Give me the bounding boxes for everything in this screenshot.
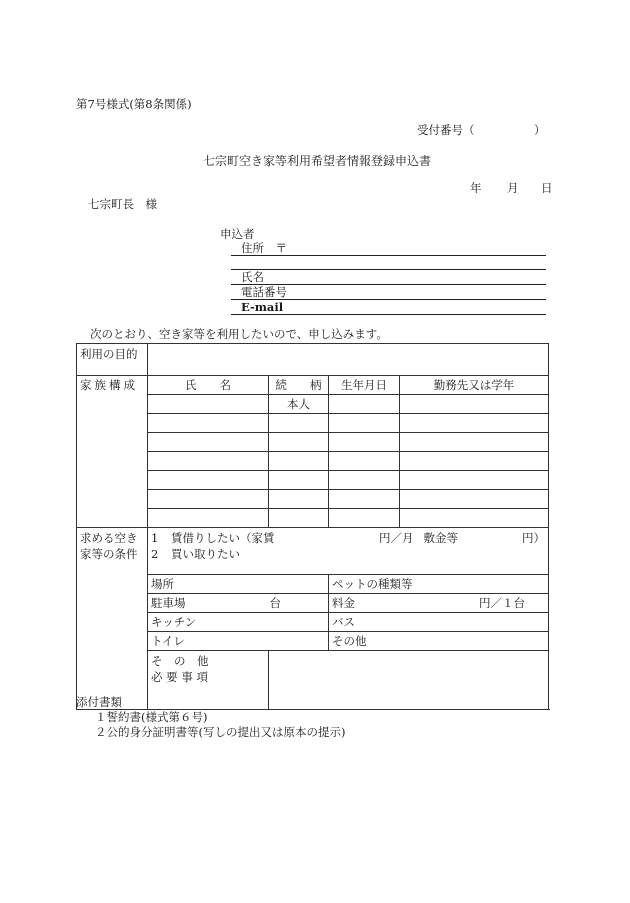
- location-cell[interactable]: 場所: [148, 575, 329, 594]
- table-row: [77, 471, 549, 490]
- rent-option[interactable]: [151, 530, 545, 546]
- other-condition-cell[interactable]: その他: [329, 632, 549, 651]
- rent-unit: 円／月: [379, 531, 414, 545]
- family-header-row: [77, 376, 549, 395]
- attachments-title: 添付書類: [76, 695, 122, 709]
- family-workplace-cell[interactable]: [400, 509, 549, 528]
- parking-cell[interactable]: [148, 594, 329, 613]
- family-relation-cell[interactable]: [269, 471, 329, 490]
- family-name-cell[interactable]: [148, 471, 269, 490]
- family-birthdate-cell[interactable]: [329, 414, 400, 433]
- family-relation-cell[interactable]: [269, 452, 329, 471]
- conditions-options: [148, 528, 549, 575]
- name-label: 氏名: [241, 270, 264, 284]
- deposit-label: 敷金等: [423, 531, 458, 545]
- buy-option-number: 2: [151, 547, 159, 562]
- reception-number-label: 受付番号（: [417, 123, 475, 137]
- family-birthdate-cell[interactable]: [329, 395, 400, 414]
- other-label-line1: そ の 他: [151, 654, 209, 668]
- family-name-cell[interactable]: [148, 414, 269, 433]
- email-line: [231, 314, 546, 315]
- purpose-row: [77, 344, 549, 376]
- conditions-row: [77, 528, 549, 575]
- email-label: E-mail: [241, 300, 284, 314]
- family-header-birthdate: 生年月日: [329, 376, 400, 395]
- parking-unit: 台: [269, 595, 281, 610]
- reception-number-close: ）: [534, 123, 546, 137]
- family-name-cell[interactable]: [148, 395, 269, 414]
- other-requirements-row: [77, 651, 549, 710]
- table-row: [77, 613, 549, 632]
- rent-option-number: 1: [151, 531, 159, 545]
- table-row: [77, 509, 549, 528]
- table-row: [77, 490, 549, 509]
- table-row: [77, 594, 549, 613]
- other-label-line2: 必 要 事 項: [151, 670, 208, 685]
- fee-label: 料金: [332, 595, 355, 610]
- other-requirements-label: [148, 651, 269, 710]
- fee-cell[interactable]: [329, 594, 549, 613]
- family-workplace-cell[interactable]: [400, 414, 549, 433]
- fee-unit: 円／１台: [479, 595, 525, 610]
- conditions-label-line2: 家等の条件: [80, 547, 138, 562]
- toilet-cell[interactable]: トイレ: [148, 632, 329, 651]
- family-relation-cell[interactable]: [269, 490, 329, 509]
- family-birthdate-cell[interactable]: [329, 471, 400, 490]
- pet-cell[interactable]: ペットの種類等: [329, 575, 549, 594]
- application-table: [76, 343, 549, 710]
- address-label: 住所 〒: [241, 241, 287, 255]
- family-label: 家族構成: [77, 376, 148, 528]
- address-line-2: [231, 269, 546, 270]
- kitchen-cell[interactable]: キッチン: [148, 613, 329, 632]
- table-row: [77, 632, 549, 651]
- family-birthdate-cell[interactable]: [329, 490, 400, 509]
- applicant-label: 申込者: [220, 227, 255, 241]
- table-row: [77, 452, 549, 471]
- family-workplace-cell[interactable]: [400, 433, 549, 452]
- other-requirements-field[interactable]: [269, 651, 549, 710]
- family-workplace-cell[interactable]: [400, 490, 549, 509]
- buy-option-text: 買い取りたい: [171, 547, 240, 562]
- date-day: 日: [541, 181, 553, 195]
- family-relation-self: 本人: [269, 395, 329, 414]
- form-number: 第7号様式(第8条関係): [76, 97, 192, 111]
- family-name-cell[interactable]: [148, 452, 269, 471]
- phone-label: 電話番号: [241, 285, 287, 299]
- purpose-label: 利用の目的: [77, 344, 148, 376]
- addressee: 七宗町長 様: [88, 197, 157, 211]
- rent-option-text: 賃借りしたい（家賃: [171, 531, 275, 545]
- parking-label: 駐車場: [151, 595, 186, 610]
- family-workplace-cell[interactable]: [400, 471, 549, 490]
- attachment-item-1: １誓約書(様式第６号): [95, 710, 208, 724]
- table-row: [77, 414, 549, 433]
- family-workplace-cell[interactable]: [400, 395, 549, 414]
- attachment-item-2: ２公的身分証明書等(写しの提出又は原本の提示): [95, 725, 346, 739]
- family-relation-cell[interactable]: [269, 509, 329, 528]
- conditions-label: [77, 528, 148, 710]
- deposit-unit: 円）: [522, 531, 545, 545]
- family-name-cell[interactable]: [148, 433, 269, 452]
- family-relation-cell[interactable]: [269, 433, 329, 452]
- bath-cell[interactable]: バス: [329, 613, 549, 632]
- intro-text: 次のとおり、空き家等を利用したいので、申し込みます。: [90, 327, 388, 341]
- family-relation-cell[interactable]: [269, 414, 329, 433]
- address-line: [231, 255, 546, 256]
- document-title: 七宗町空き家等利用希望者情報登録申込書: [203, 154, 432, 168]
- family-birthdate-cell[interactable]: [329, 433, 400, 452]
- family-header-relation: 続 柄: [269, 376, 329, 395]
- table-row: [77, 433, 549, 452]
- table-row: [77, 395, 549, 414]
- family-birthdate-cell[interactable]: [329, 509, 400, 528]
- family-name-cell[interactable]: [148, 509, 269, 528]
- buy-option[interactable]: [151, 546, 545, 562]
- family-header-workplace: 勤務先又は学年: [400, 376, 549, 395]
- family-header-name: 氏 名: [148, 376, 269, 395]
- family-birthdate-cell[interactable]: [329, 452, 400, 471]
- family-workplace-cell[interactable]: [400, 452, 549, 471]
- date-year: 年: [470, 181, 482, 195]
- date-month: 月: [507, 181, 519, 195]
- table-row: [77, 575, 549, 594]
- family-name-cell[interactable]: [148, 490, 269, 509]
- purpose-field[interactable]: [148, 344, 549, 376]
- conditions-label-line1: 求める空き: [80, 531, 138, 545]
